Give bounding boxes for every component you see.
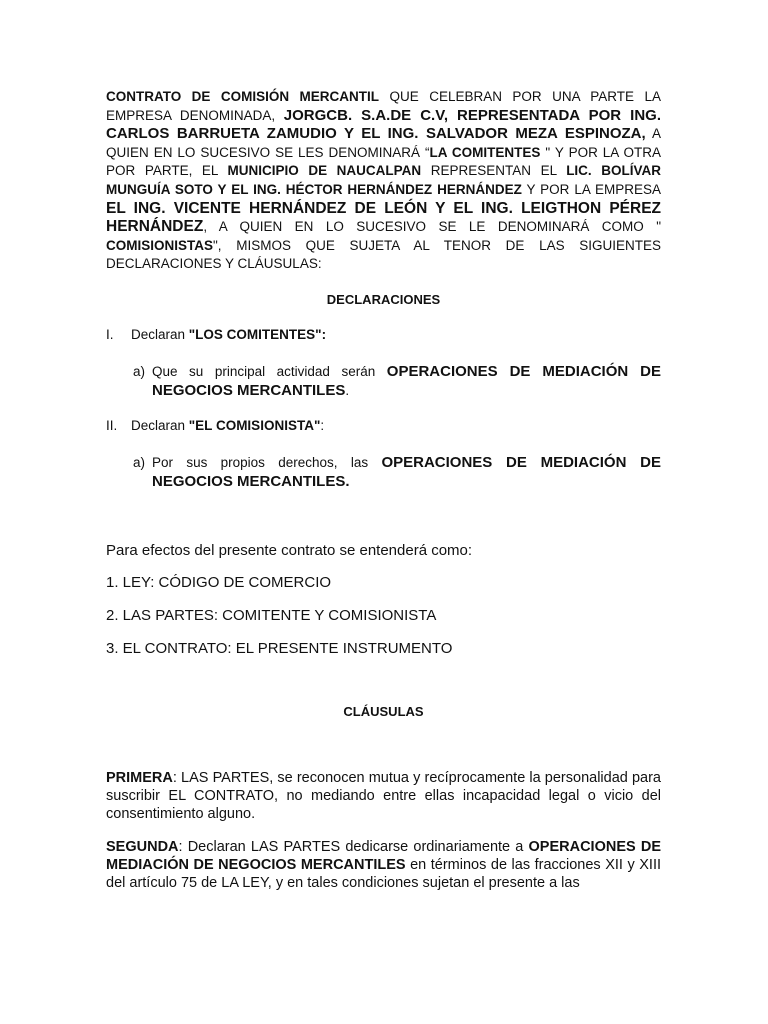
declaracion-item: II. Declaran "EL COMISIONISTA":: [106, 418, 325, 433]
declaracion-subitem: a) Que su principal actividad serán OPERACIONES DE MEDIACIÓN DE NEGOCIOS MERCANTILES.: [133, 363, 661, 399]
declaracion-item: I. Declaran "LOS COMITENTES":: [106, 327, 327, 342]
document-page: [106, 88, 661, 892]
declaraciones-heading: DECLARACIONES: [326, 292, 441, 307]
efectos-list-item: 3. EL CONTRATO: EL PRESENTE INSTRUMENTO: [106, 640, 453, 657]
contract-title: CONTRATO DE COMISIÓN MERCANTIL: [106, 89, 380, 104]
clausula-primera: PRIMERA: LAS PARTES, se reconocen mutua y recíprocamente la personalidad para suscribir EL CONTRATO, no mediando entre ellas incapacidad legal o vicio del consentimiento alguno.: [106, 770, 661, 822]
declaracion-subitem: a) Por sus propios derechos, las OPERACIONES DE MEDIACIÓN DE NEGOCIOS MERCANTILES.: [133, 454, 661, 490]
efectos-list-item: 1. LEY: CÓDIGO DE COMERCIO: [106, 574, 332, 591]
clausula-segunda: SEGUNDA: Declaran LAS PARTES dedicarse ordinariamente a OPERACIONES DE MEDIACIÓN DE NEGOCIOS MERCANTILES en términos de las fracciones XII y XIII del artículo 75 de LA LEY, y en tales condiciones sujetan el presente a las: [106, 839, 661, 891]
efectos-intro: Para efectos del presente contrato se entenderá como:: [106, 542, 473, 559]
contract-intro: CONTRATO DE COMISIÓN MERCANTIL QUE CELEBRAN POR UNA PARTE LA EMPRESA DENOMINADA, JORGCB. S.A.DE C.V, REPRESENTADA POR ING. CARLOS BARRUETA ZAMUDIO Y EL ING. SALVADOR MEZA ESPINOZA, A QUIEN EN LO SUCESIVO SE LES DENOMINARÁ “LA COMITENTES " Y POR LA OTRA POR PARTE, EL MUNICIPIO DE NAUCALPAN REPRESENTAN EL LIC. BOLÍVAR MUNGUÍA SOTO Y EL ING. HÉCTOR HERNÁNDEZ HERNÁNDEZ Y POR LA EMPRESA EL ING. VICENTE HERNÁNDEZ DE LEÓN Y EL ING. LEIGTHON PÉREZ HERNÁNDEZ, A QUIEN EN LO SUCESIVO SE LE DENOMINARÁ COMO " COMISIONISTAS", MISMOS QUE SUJETA AL TENOR DE LAS SIGUIENTES DECLARACIONES Y CLÁUSULAS:: [106, 89, 661, 272]
efectos-list-item: 2. LAS PARTES: COMITENTE Y COMISIONISTA: [106, 607, 437, 624]
clausulas-heading: CLÁUSULAS: [343, 704, 424, 719]
